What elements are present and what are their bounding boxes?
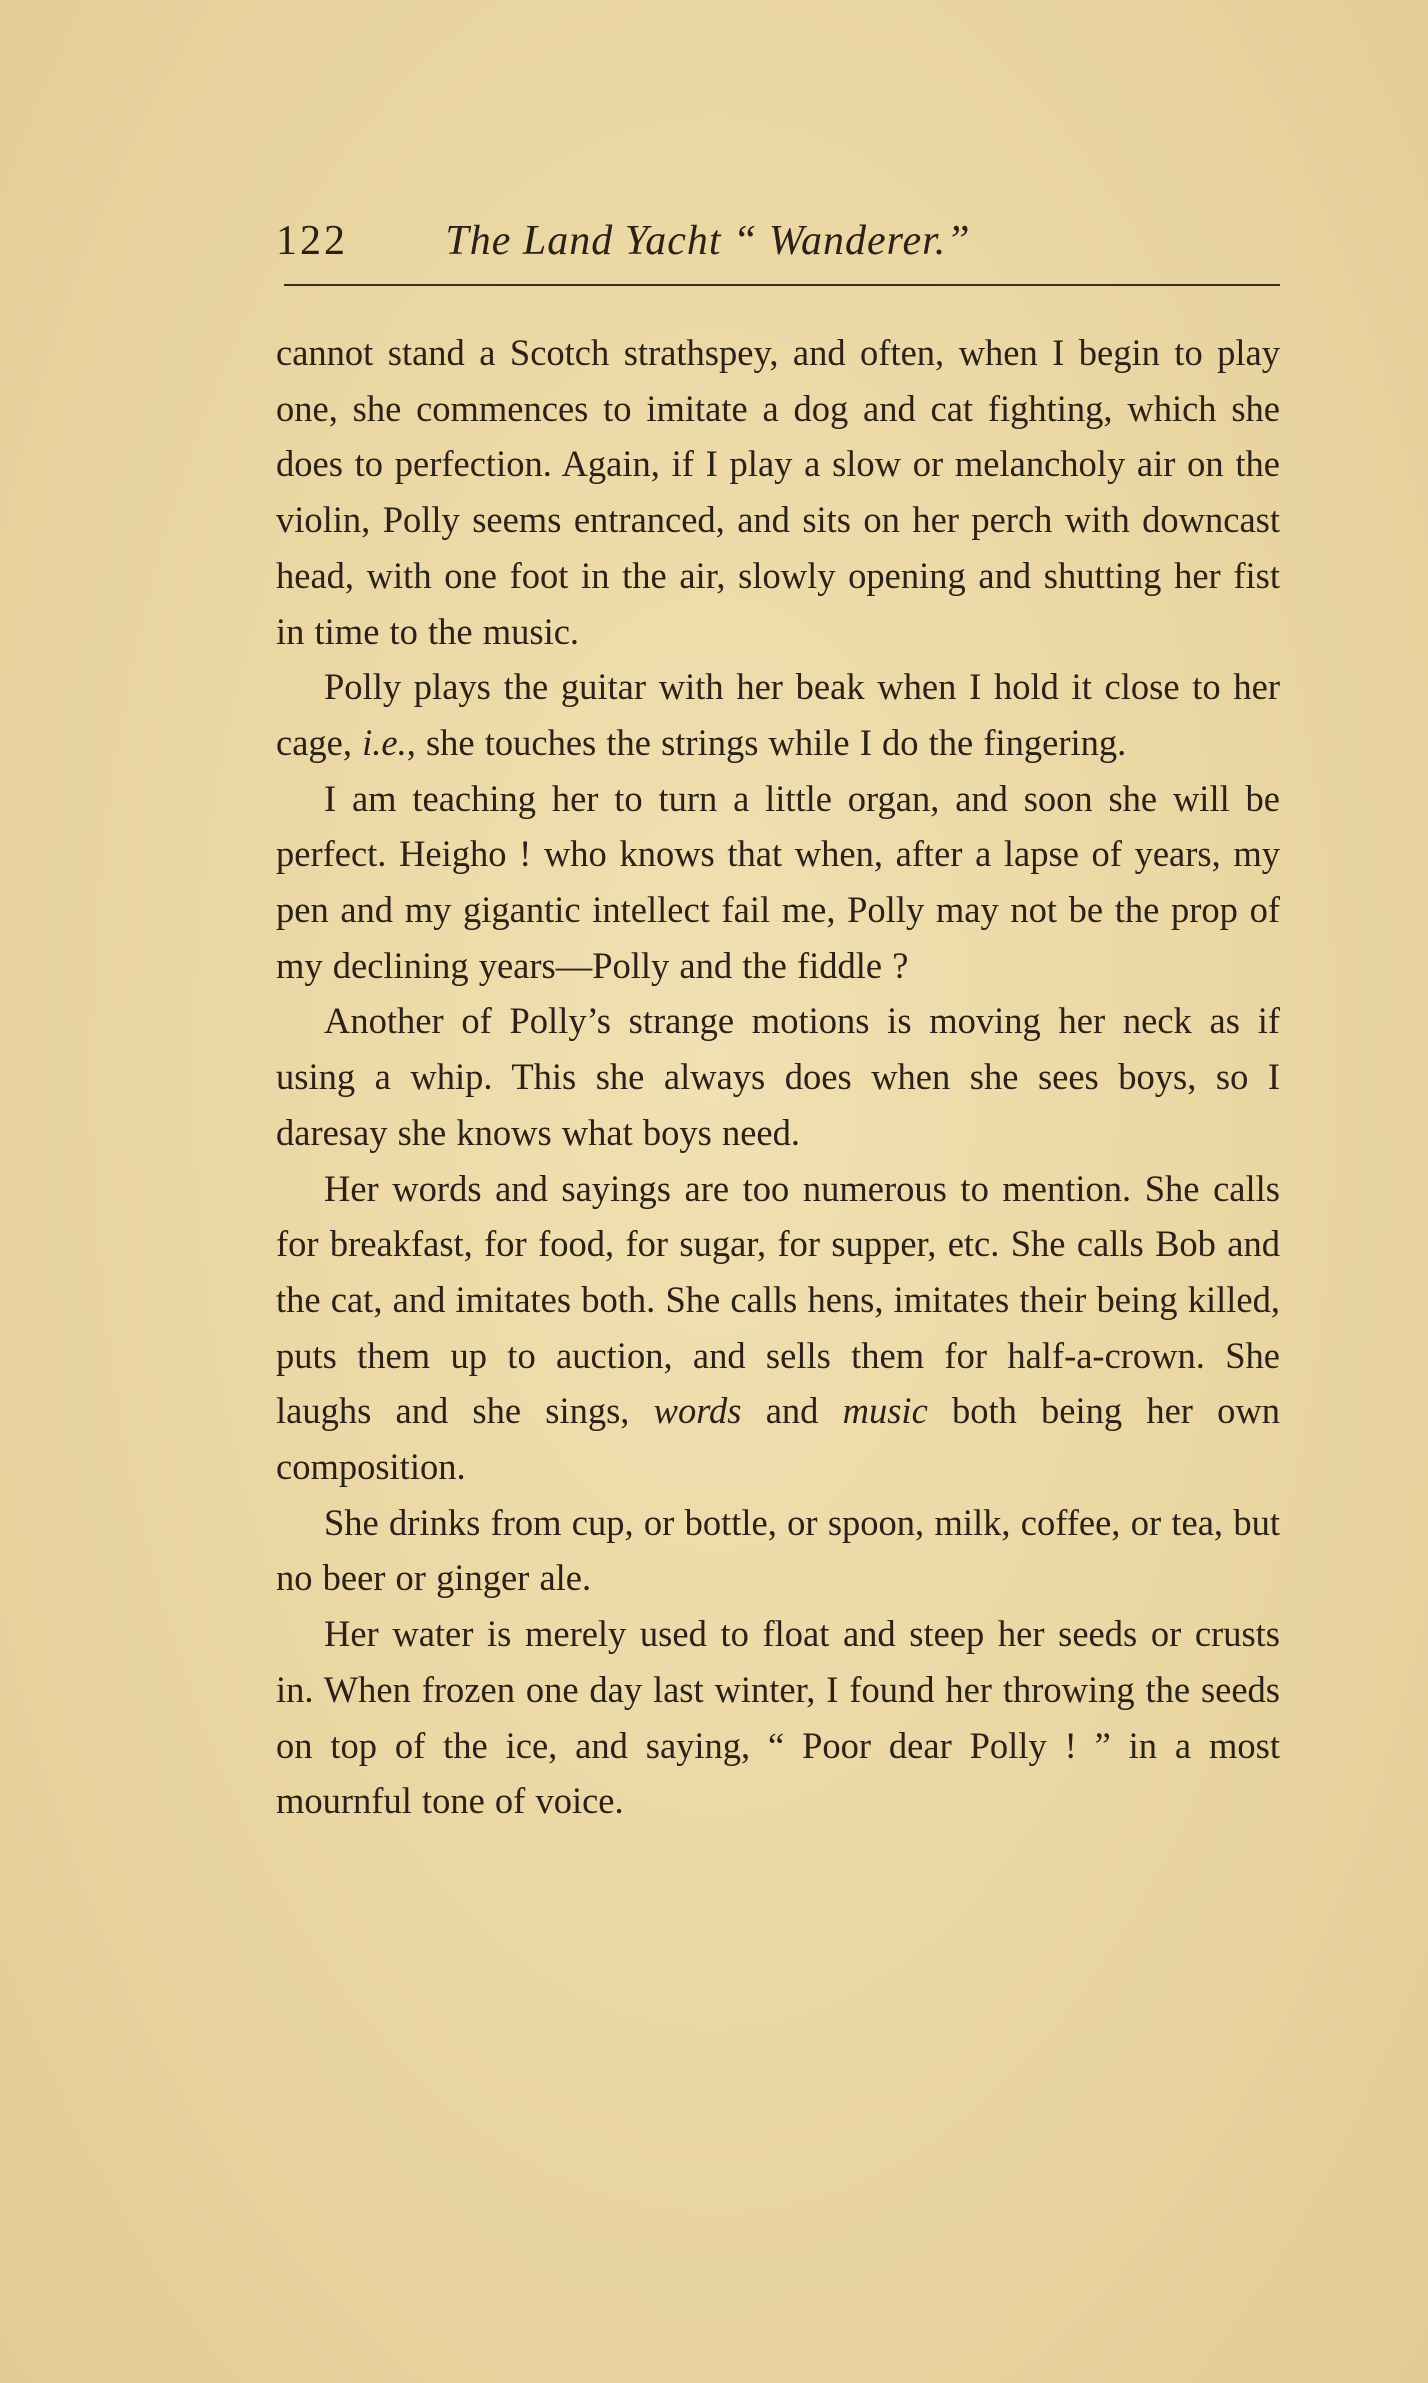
paragraph-text: I am teaching her to turn a little organ, and soon she will be perfect. Heigho ! who knows that when, after a lapse of years, my pen and my gigantic intellect fail me, Polly may not be the prop of my declining years—Polly and the fiddle ? bbox=[276, 777, 1280, 986]
paragraph-text: Polly plays the guitar with her beak when I hold it close to her cage, bbox=[276, 666, 1280, 763]
italic-text: i.e. bbox=[362, 721, 407, 763]
paragraph bbox=[276, 325, 1280, 659]
paragraph-text: She drinks from cup, or bottle, or spoon, milk, coffee, or tea, but no beer or ginger ale. bbox=[276, 1501, 1280, 1599]
paragraph-text: both being her own composition. bbox=[276, 1390, 1280, 1488]
paragraph-text: Another of Polly’s strange motions is moving her neck as if using a whip. This she always does when she sees boys, so I daresay she knows what boys need. bbox=[276, 1000, 1280, 1153]
running-title: The Land Yacht “ Wanderer.” bbox=[445, 218, 971, 264]
header-rule bbox=[284, 284, 1280, 286]
running-head bbox=[276, 205, 1276, 275]
paragraph-text: cannot stand a Scotch strathspey, and often, when I begin to play one, she commences to imitate a dog and cat fighting, which she does to perfection. Again, if I play a slow or melancholy air on the violin, Polly seems entranced, and sits on her perch with downcast head, with one foot in the air, slowly opening and shutting her fist in time to the music. bbox=[276, 332, 1280, 652]
paragraph-text: Her words and sayings are too numerous to mention. She calls for breakfast, for food, for sugar, for supper, etc. She calls Bob and the cat, and imitates both. She calls hens, imitates their being killed, puts them up to auction, and sells them for half-a-crown. She laughs and she sings, bbox=[276, 1167, 1280, 1432]
paragraph bbox=[276, 1161, 1280, 1495]
body-text bbox=[276, 325, 1280, 1829]
paragraph-text: Her water is merely used to float and steep her seeds or crusts in. When frozen one day last winter, I found her throwing the seeds on top of the ice, and saying, “ Poor dear Polly ! ” in a most mournful tone of voice. bbox=[276, 1613, 1280, 1822]
italic-text: words bbox=[653, 1390, 742, 1432]
paragraph-text: , she touches the strings while I do the fingering. bbox=[406, 721, 1127, 763]
paragraph bbox=[276, 1606, 1280, 1829]
paragraph bbox=[276, 1495, 1280, 1606]
paragraph bbox=[276, 659, 1280, 770]
paragraph-text: and bbox=[741, 1390, 843, 1432]
page-number: 122 bbox=[276, 218, 348, 264]
paragraph bbox=[276, 993, 1280, 1160]
italic-text: music bbox=[842, 1390, 928, 1432]
paragraph bbox=[276, 771, 1280, 994]
